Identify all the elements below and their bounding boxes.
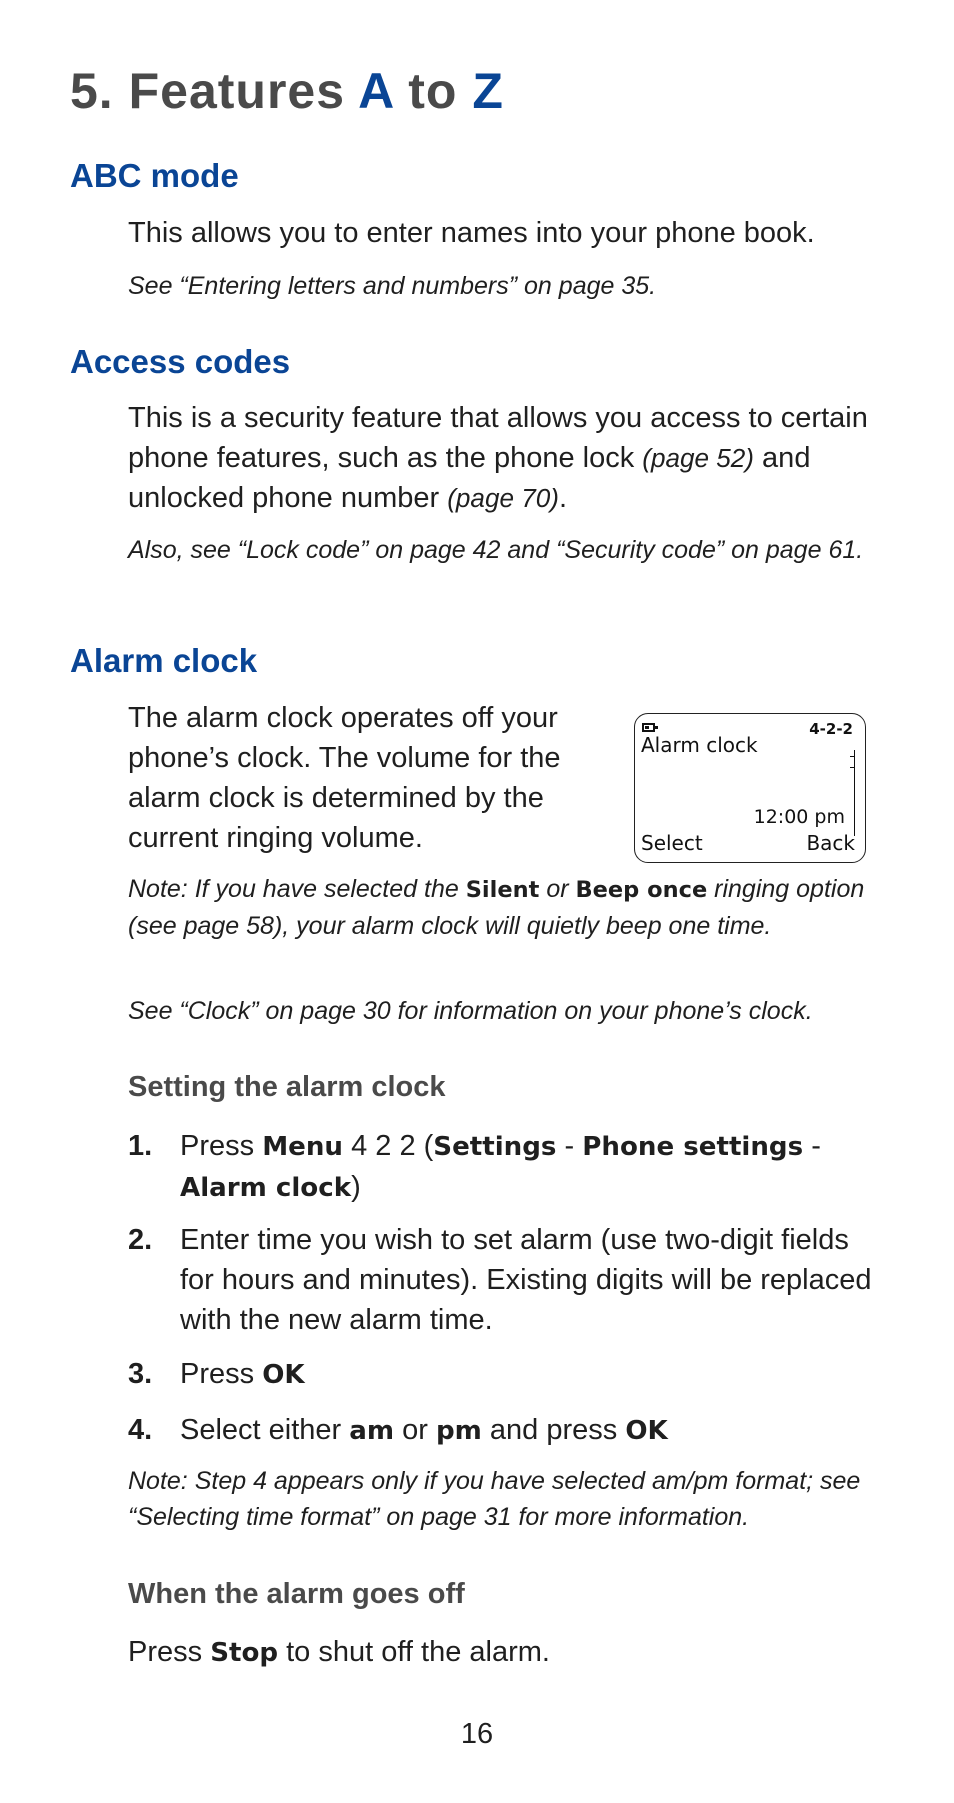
access-codes-body-part-3: . [558,482,567,514]
step-1-dash-1: - [556,1130,583,1162]
phone-display-illustration [634,713,866,863]
access-codes-body-part-1: This is a security feature that allows you access to certain phone features, such as the phone lock [128,402,868,474]
subheading-when-alarm-goes-off: When the alarm goes off [128,1578,465,1610]
section-heading-alarm-clock: Alarm clock [70,642,258,679]
note-part-2: or [539,875,576,903]
page-reference-unlocked-number: (page 70) [447,483,559,513]
left-softkey-label: Select [641,831,703,855]
access-codes-also-see: Also, see “Lock code” on page 42 and “Security code” on page 61. [128,536,864,564]
abc-mode-body: This allows you to enter names into your phone book. [128,217,815,249]
keyword-ok: OK [625,1416,668,1446]
menu-number: 4-2-2 [809,720,853,738]
goes-off-rest: to shut off the alarm. [278,1636,550,1668]
chapter-word-to: to [408,63,458,119]
alarm-clock-note [128,871,883,944]
chapter-word-features: Features [128,63,346,119]
keyword-phone-settings: Phone settings [582,1132,804,1162]
keyword-alarm-clock: Alarm clock [180,1173,352,1203]
scroll-indicator-icon [850,756,855,768]
step-1-sequence: 4 2 2 ( [343,1130,434,1162]
page-number: 16 [460,1718,494,1750]
section-heading-access-codes: Access codes [70,343,291,380]
step-number: 4. [128,1414,153,1446]
alarm-goes-off-body [128,1632,883,1673]
step-text [180,1126,888,1208]
keyword-ok: OK [262,1360,305,1390]
keyword-pm: pm [435,1416,482,1446]
step-text: Enter time you wish to set alarm (use two-digit fields for hours and minutes). Existing digits will be replaced with the new alarm time. [180,1224,872,1336]
alarm-clock-body: The alarm clock operates off your phone’s clock. The volume for the alarm clock is determined by the current ringing volume. [128,702,561,854]
step-3-press: Press [180,1358,263,1390]
step-4-or: or [394,1414,436,1446]
keyword-menu: Menu [262,1132,344,1162]
note-part-3: ringing option (see page 58), your alarm clock will quietly beep one time. [128,875,865,940]
step-4-and-press: and press [481,1414,626,1446]
section-heading-abc-mode: ABC mode [70,157,239,194]
keyword-settings: Settings [433,1132,557,1162]
display-menu-title: Alarm clock [641,733,758,757]
step-1-dash-2: - [803,1130,821,1162]
keyword-am: am [349,1416,395,1446]
right-softkey-label: Back [806,831,855,855]
step-text [180,1410,888,1451]
step-4-select: Select either [180,1414,350,1446]
step-number: 2. [128,1224,153,1256]
battery-icon [642,723,655,732]
abc-mode-see-also: See “Entering letters and numbers” on page 35. [128,272,657,300]
chapter-letter-z: Z [472,63,504,119]
subheading-setting-alarm-clock: Setting the alarm clock [128,1071,446,1103]
page-reference-phone-lock: (page 52) [642,443,754,473]
access-codes-body-part-2: and unlocked phone number [128,442,811,514]
chapter-title [70,62,504,120]
alarm-clock-see-clock: See “Clock” on page 30 for information on your phone’s clock. [128,997,813,1025]
chapter-number: 5. [70,63,114,119]
step-number: 3. [128,1358,153,1390]
step-1-close: ) [351,1171,361,1203]
note-part-1: Note: If you have selected the [128,875,466,903]
step-4-note: Note: Step 4 appears only if you have selected am/pm format; see “Selecting time format” on page 31 for more information. [128,1467,861,1531]
step-1-press: Press [180,1130,263,1162]
display-time: 12:00 pm [753,806,845,828]
keyword-stop: Stop [210,1638,279,1668]
access-codes-body [128,398,883,518]
step-number: 1. [128,1130,153,1162]
keyword-beep-once: Beep once [575,877,708,903]
chapter-letter-a: A [358,63,394,119]
step-text [180,1354,888,1395]
goes-off-press: Press [128,1636,211,1668]
keyword-silent: Silent [465,877,540,903]
